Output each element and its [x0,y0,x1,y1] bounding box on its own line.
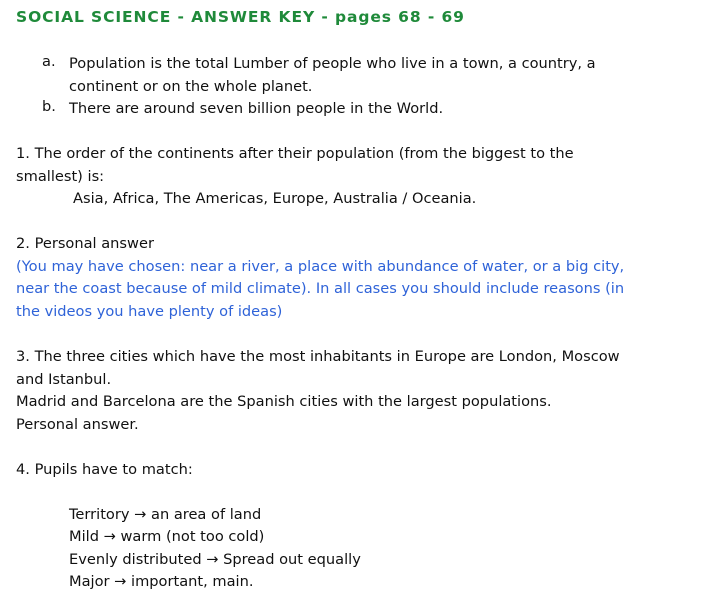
page-title: SOCIAL SCIENCE - ANSWER KEY - pages 68 - 69 [16,8,465,26]
q3-line-2: and Istanbul. [16,371,112,388]
q2-note-line-2: near the coast because of mild climate). In all cases you should include reasons (in [16,280,625,297]
q3-line-4: Personal answer. [16,416,139,433]
q1-line-2: smallest) is: [16,168,105,185]
match-item: Territory → an area of land [69,506,262,523]
list-marker-b: b. [42,98,56,115]
q1-answer: Asia, Africa, The Americas, Europe, Australia / Oceania. [73,190,477,207]
q3-line-3: Madrid and Barcelona are the Spanish cities with the largest populations. [16,393,552,410]
match-item: Mild → warm (not too cold) [69,528,265,545]
match-item: Major → important, main. [69,573,254,590]
q2-note-line-3: the videos you have plenty of ideas) [16,303,283,320]
match-item: Evenly distributed → Spread out equally [69,551,361,568]
intro-a-line-2: continent or on the whole planet. [69,78,313,95]
q2-heading: 2. Personal answer [16,235,154,252]
q1-line-1: 1. The order of the continents after their population (from the biggest to the [16,145,574,162]
list-marker-a: a. [42,53,56,70]
q3-line-1: 3. The three cities which have the most inhabitants in Europe are London, Moscow [16,348,620,365]
intro-a-line-1: Population is the total Lumber of people who live in a town, a country, a [69,55,596,72]
q4-heading: 4. Pupils have to match: [16,461,193,478]
intro-b-line-1: There are around seven billion people in the World. [69,100,444,117]
q2-note-line-1: (You may have chosen: near a river, a place with abundance of water, or a big city, [16,258,625,275]
